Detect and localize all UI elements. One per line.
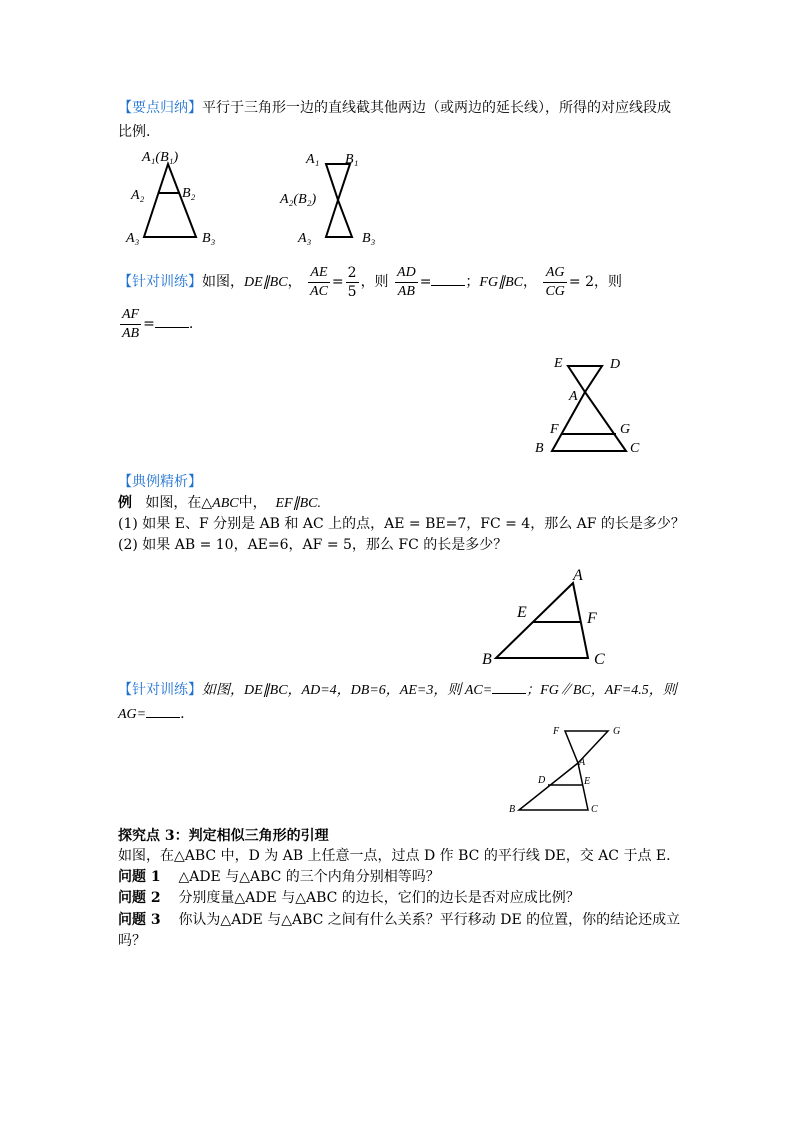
practice2-line2: AG= . [118, 703, 185, 725]
fig3-label-a: A [569, 389, 578, 404]
fig1-label-a2: A₂ [131, 188, 145, 203]
explore-question-2: 问题 2 分别度量△ADE 与△ABC 的边长，它们的边长是否对应成比例？ [118, 890, 580, 906]
fig5-label-e: E [584, 776, 591, 787]
example-tag: 【典例精析】 [118, 474, 202, 490]
practice1-line1: 【针对训练】如图，DE∥BC， $\frac{AE}{AC}$ = $\frac{2}{5}$ ，则 $\frac{AD}{AB}$ = ；FG∥BC， $\frac{AG}{CG}$ = 2，则 [118, 264, 622, 300]
fraction-ag-cg: $\frac{AG}{CG}$ [545, 264, 565, 299]
fig5-label-c: C [591, 804, 598, 815]
fig5-label-a: A [579, 757, 586, 768]
explore-question-3: 问题 3 你认为△ADE 与△ABC 之间有什么关系？平行移动 DE 的位置，你的结论还成立 [118, 912, 681, 928]
explore-title: 探究点 3：判定相似三角形的引理 [118, 828, 329, 844]
fig4-label-e: E [517, 604, 527, 621]
fig1-label-b2: B₂ [182, 186, 196, 201]
fig4-label-a: A [573, 567, 583, 584]
fraction-2-5: $\frac{2}{5}$ [347, 264, 357, 300]
fig4-label-b: B [482, 651, 492, 668]
explore-intro: 如图，在△ABC 中，D 为 AB 上任意一点，过点 D 作 BC 的平行线 DE，交 AC 于点 E. [118, 848, 671, 864]
example-question-2: (2) 如果 AB = 10，AE=6，AF = 5，那么 FC 的长是多少？ [118, 537, 508, 553]
fig1-label-a3: A₃ [126, 231, 140, 246]
keypoint-line1: 【要点归纳】平行于三角形一边的直线截其他两边（或两边的延长线），所得的对应线段成 [118, 100, 671, 116]
fig2-label-a3: A₃ [298, 231, 312, 246]
explore-question-1: 问题 1 △ADE 与△ABC 的三个内角分别相等吗？ [118, 869, 440, 885]
example-head: 例 如图，在△ABC中， EF∥BC. [118, 495, 321, 511]
fig1-label-b3: B₃ [202, 231, 216, 246]
practice1-line2: $\frac{AF}{AB}$ = . [122, 306, 194, 341]
fig5-label-f: F [553, 726, 560, 737]
fig3-label-f: F [550, 422, 559, 437]
fig3-label-d: D [610, 357, 621, 372]
fig4-label-c: C [594, 651, 605, 668]
fig2-label-a1: A₁ [306, 152, 320, 167]
fig2-label-a2b2: A₂(B₂) [280, 192, 317, 207]
practice2-tag: 【针对训练】 [118, 682, 202, 698]
fig3-label-e: E [554, 356, 563, 371]
fig3-label-g: G [620, 422, 631, 437]
fig2-label-b1: B₁ [345, 152, 359, 167]
practice2-line1: 【针对训练】如图，DE∥BC，AD=4，DB=6，AE=3，则 AC= ；FG∥BC，AF=4.5，则 [118, 679, 677, 701]
keypoint-line2: 比例. [118, 124, 151, 140]
practice1-tag: 【针对训练】 [118, 274, 202, 290]
fig2-label-b3: B₃ [362, 231, 376, 246]
fig4-label-f: F [587, 610, 597, 627]
fraction-af-ab: $\frac{AF}{AB}$ [122, 306, 140, 341]
fig3-label-c: C [630, 441, 640, 456]
example-question-1: (1) 如果 E、F 分别是 AB 和 AC 上的点，AE = BE=7，FC = 4，那么 AF 的长是多少？ [118, 516, 685, 532]
fig1-label-a1b1: A₁(B₁) [142, 150, 179, 165]
fraction-ad-ab: $\frac{AD}{AB}$ [397, 264, 416, 299]
explore-question-3-cont: 吗？ [118, 933, 146, 949]
keypoint-tag: 【要点归纳】 [118, 100, 202, 116]
fraction-ae-ac: $\frac{AE}{AC}$ [310, 264, 328, 299]
fig5-label-d: D [538, 775, 546, 786]
fig5-label-g: G [613, 726, 621, 737]
fig5-label-b: B [509, 804, 516, 815]
fig3-label-b: B [535, 441, 544, 456]
